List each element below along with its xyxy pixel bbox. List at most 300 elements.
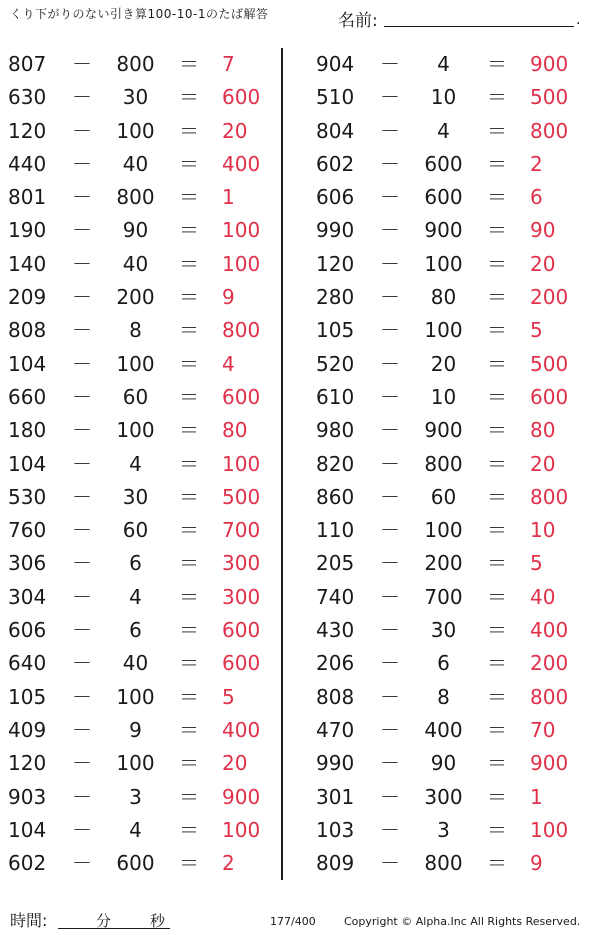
minuend: 180 [8, 418, 47, 443]
subtrahend: 40 [122, 151, 149, 176]
equals-sign: ＝ [179, 384, 199, 409]
minuend: 140 [8, 251, 47, 276]
page-number: 177/400 [270, 915, 316, 928]
minus-sign: － [380, 784, 400, 809]
minuend: 660 [8, 384, 47, 409]
subtrahend: 40 [122, 651, 149, 676]
equals-sign: ＝ [487, 784, 507, 809]
answer: 2 [222, 851, 235, 876]
minuend: 602 [8, 851, 47, 876]
subtrahend: 4 [129, 451, 142, 476]
equals-sign: ＝ [487, 251, 507, 276]
answer: 70 [530, 717, 556, 742]
problem-row [0, 814, 280, 847]
problem-row [308, 81, 588, 114]
equals-sign: ＝ [487, 817, 507, 842]
subtrahend: 800 [424, 851, 463, 876]
minus-sign: － [72, 618, 92, 643]
problem-row [0, 348, 280, 381]
equals-sign: ＝ [179, 218, 199, 243]
problem-row [308, 681, 588, 714]
answer: 100 [222, 218, 261, 243]
equals-sign: ＝ [487, 384, 507, 409]
equals-sign: ＝ [487, 85, 507, 110]
minuend: 510 [316, 85, 355, 110]
answer: 20 [222, 751, 248, 776]
answer: 900 [222, 784, 261, 809]
equals-sign: ＝ [487, 618, 507, 643]
subtrahend: 800 [116, 185, 155, 210]
answer: 400 [530, 618, 569, 643]
answer: 5 [222, 684, 235, 709]
minuend: 980 [316, 418, 355, 443]
problem-row [308, 148, 588, 181]
minuend: 104 [8, 451, 47, 476]
subtrahend: 3 [437, 817, 450, 842]
minuend: 904 [316, 52, 355, 76]
equals-sign: ＝ [487, 118, 507, 143]
equals-sign: ＝ [487, 717, 507, 742]
equals-sign: ＝ [487, 318, 507, 343]
name-field-line [384, 26, 574, 27]
minuend: 306 [8, 551, 47, 576]
equals-sign: ＝ [487, 52, 507, 76]
problem-row [0, 314, 280, 347]
answer: 9 [222, 285, 235, 310]
left-problem-column [0, 48, 280, 880]
subtrahend: 60 [122, 384, 149, 409]
answer: 900 [530, 52, 569, 76]
minuend: 801 [8, 185, 47, 210]
equals-sign: ＝ [179, 784, 199, 809]
problem-row [0, 714, 280, 747]
minus-sign: － [380, 384, 400, 409]
problem-row [308, 448, 588, 481]
minuend: 807 [8, 52, 47, 76]
answer: 40 [530, 584, 556, 609]
minutes-label: 分 [96, 912, 112, 930]
minus-sign: － [380, 451, 400, 476]
minus-sign: － [380, 684, 400, 709]
subtrahend: 100 [424, 518, 463, 543]
equals-sign: ＝ [487, 451, 507, 476]
minuend: 104 [8, 351, 47, 376]
minuend: 440 [8, 151, 47, 176]
equals-sign: ＝ [487, 218, 507, 243]
equals-sign: ＝ [487, 351, 507, 376]
minuend: 606 [8, 618, 47, 643]
minus-sign: － [380, 751, 400, 776]
answer: 400 [222, 151, 261, 176]
name-field-end: . [576, 12, 581, 28]
minuend: 206 [316, 651, 355, 676]
worksheet-title: くり下がりのない引き算100-10-1のたば解答 [10, 7, 269, 21]
answer: 1 [530, 784, 543, 809]
minus-sign: － [72, 151, 92, 176]
minuend: 409 [8, 717, 47, 742]
subtrahend: 8 [129, 318, 142, 343]
copyright-notice: Copyright © Alpha.Inc All Rights Reserved. [344, 915, 581, 928]
equals-sign: ＝ [179, 651, 199, 676]
minus-sign: － [72, 52, 92, 76]
minuend: 610 [316, 384, 355, 409]
minus-sign: － [72, 551, 92, 576]
answer: 7 [222, 52, 235, 76]
problem-row [0, 481, 280, 514]
answer: 100 [222, 451, 261, 476]
answer: 200 [530, 285, 569, 310]
minus-sign: － [72, 285, 92, 310]
subtrahend: 4 [437, 118, 450, 143]
minus-sign: － [72, 251, 92, 276]
minuend: 190 [8, 218, 47, 243]
minus-sign: － [380, 484, 400, 509]
minus-sign: － [380, 218, 400, 243]
minus-sign: － [72, 684, 92, 709]
minus-sign: － [380, 118, 400, 143]
right-problem-column [308, 48, 588, 880]
problem-row [0, 547, 280, 580]
answer: 5 [530, 551, 543, 576]
equals-sign: ＝ [179, 151, 199, 176]
minus-sign: － [380, 52, 400, 76]
equals-sign: ＝ [179, 185, 199, 210]
problem-row [308, 781, 588, 814]
problem-row [308, 414, 588, 447]
minus-sign: － [72, 384, 92, 409]
answer: 20 [222, 118, 248, 143]
equals-sign: ＝ [179, 351, 199, 376]
minuend: 760 [8, 518, 47, 543]
minus-sign: － [72, 851, 92, 876]
problem-row [0, 414, 280, 447]
minuend: 602 [316, 151, 355, 176]
minuend: 470 [316, 717, 355, 742]
minus-sign: － [380, 518, 400, 543]
subtrahend: 600 [116, 851, 155, 876]
minus-sign: － [380, 551, 400, 576]
minuend: 530 [8, 484, 47, 509]
problem-row [308, 547, 588, 580]
answer: 800 [530, 484, 569, 509]
equals-sign: ＝ [487, 584, 507, 609]
problem-row [308, 747, 588, 780]
subtrahend: 90 [122, 218, 149, 243]
minuend: 809 [316, 851, 355, 876]
problem-row [0, 847, 280, 880]
problem-row [308, 181, 588, 214]
problem-row [308, 48, 588, 81]
answer: 300 [222, 584, 261, 609]
answer: 100 [530, 817, 569, 842]
answer: 200 [530, 651, 569, 676]
subtrahend: 10 [430, 85, 457, 110]
answer: 700 [222, 518, 261, 543]
minus-sign: － [72, 185, 92, 210]
seconds-label: 秒 [150, 912, 166, 930]
minus-sign: － [72, 318, 92, 343]
problem-row [0, 681, 280, 714]
answer: 90 [530, 218, 556, 243]
minus-sign: － [380, 418, 400, 443]
subtrahend: 900 [424, 418, 463, 443]
minus-sign: － [380, 584, 400, 609]
subtrahend: 800 [116, 52, 155, 76]
problem-row [308, 481, 588, 514]
equals-sign: ＝ [487, 185, 507, 210]
minus-sign: － [380, 185, 400, 210]
equals-sign: ＝ [179, 251, 199, 276]
answer: 20 [530, 251, 556, 276]
subtrahend: 700 [424, 584, 463, 609]
equals-sign: ＝ [179, 551, 199, 576]
answer: 20 [530, 451, 556, 476]
subtrahend: 600 [424, 151, 463, 176]
subtrahend: 30 [430, 618, 457, 643]
problem-row [0, 81, 280, 114]
minuend: 990 [316, 751, 355, 776]
minus-sign: － [380, 85, 400, 110]
equals-sign: ＝ [487, 684, 507, 709]
minuend: 640 [8, 651, 47, 676]
minuend: 304 [8, 584, 47, 609]
answer: 6 [530, 185, 543, 210]
subtrahend: 100 [116, 418, 155, 443]
answer: 80 [530, 418, 556, 443]
equals-sign: ＝ [179, 584, 199, 609]
equals-sign: ＝ [179, 717, 199, 742]
problem-row [308, 847, 588, 880]
equals-sign: ＝ [487, 418, 507, 443]
minus-sign: － [72, 717, 92, 742]
answer: 800 [530, 118, 569, 143]
answer: 300 [222, 551, 261, 576]
problem-row [308, 581, 588, 614]
minuend: 209 [8, 285, 47, 310]
subtrahend: 6 [129, 618, 142, 643]
subtrahend: 100 [424, 251, 463, 276]
answer: 500 [530, 85, 569, 110]
problem-row [0, 248, 280, 281]
problem-row [308, 115, 588, 148]
answer: 500 [530, 351, 569, 376]
equals-sign: ＝ [179, 52, 199, 76]
answer: 9 [530, 851, 543, 876]
subtrahend: 60 [122, 518, 149, 543]
subtrahend: 80 [430, 285, 457, 310]
subtrahend: 800 [424, 451, 463, 476]
minuend: 120 [316, 251, 355, 276]
problem-row [0, 181, 280, 214]
subtrahend: 100 [116, 684, 155, 709]
problem-row [0, 747, 280, 780]
minus-sign: － [380, 285, 400, 310]
minus-sign: － [380, 717, 400, 742]
subtrahend: 10 [430, 384, 457, 409]
equals-sign: ＝ [487, 285, 507, 310]
answer: 600 [222, 85, 261, 110]
minuend: 104 [8, 817, 47, 842]
problem-row [0, 781, 280, 814]
problem-row [0, 581, 280, 614]
minuend: 120 [8, 751, 47, 776]
subtrahend: 4 [129, 584, 142, 609]
minus-sign: － [380, 318, 400, 343]
minus-sign: － [72, 484, 92, 509]
minuend: 280 [316, 285, 355, 310]
minus-sign: － [72, 751, 92, 776]
subtrahend: 100 [116, 351, 155, 376]
equals-sign: ＝ [179, 318, 199, 343]
equals-sign: ＝ [179, 285, 199, 310]
answer: 500 [222, 484, 261, 509]
answer: 100 [222, 817, 261, 842]
subtrahend: 600 [424, 185, 463, 210]
subtrahend: 30 [122, 484, 149, 509]
problem-row [0, 48, 280, 81]
time-label: 時間: [10, 911, 48, 930]
minuend: 430 [316, 618, 355, 643]
problem-row [308, 614, 588, 647]
answer: 600 [222, 618, 261, 643]
subtrahend: 4 [129, 817, 142, 842]
problem-row [0, 115, 280, 148]
subtrahend: 40 [122, 251, 149, 276]
minuend: 103 [316, 817, 355, 842]
minus-sign: － [380, 151, 400, 176]
minus-sign: － [72, 584, 92, 609]
minus-sign: － [380, 651, 400, 676]
problem-row [0, 148, 280, 181]
name-label: 名前: [338, 11, 378, 31]
subtrahend: 30 [122, 85, 149, 110]
subtrahend: 6 [437, 651, 450, 676]
minus-sign: － [72, 451, 92, 476]
subtrahend: 6 [129, 551, 142, 576]
answer: 5 [530, 318, 543, 343]
minuend: 808 [316, 684, 355, 709]
equals-sign: ＝ [487, 651, 507, 676]
minuend: 903 [8, 784, 47, 809]
minus-sign: － [380, 351, 400, 376]
answer: 100 [222, 251, 261, 276]
subtrahend: 3 [129, 784, 142, 809]
minuend: 606 [316, 185, 355, 210]
equals-sign: ＝ [179, 418, 199, 443]
minuend: 110 [316, 518, 355, 543]
minus-sign: － [72, 351, 92, 376]
minus-sign: － [72, 418, 92, 443]
equals-sign: ＝ [179, 85, 199, 110]
column-divider [281, 48, 283, 880]
answer: 2 [530, 151, 543, 176]
problem-row [308, 381, 588, 414]
answer: 600 [222, 651, 261, 676]
problem-row [308, 514, 588, 547]
equals-sign: ＝ [487, 751, 507, 776]
answer: 1 [222, 185, 235, 210]
problem-row [0, 614, 280, 647]
problem-row [0, 281, 280, 314]
subtrahend: 900 [424, 218, 463, 243]
minuend: 804 [316, 118, 355, 143]
minuend: 860 [316, 484, 355, 509]
answer: 900 [530, 751, 569, 776]
subtrahend: 200 [424, 551, 463, 576]
answer: 800 [222, 318, 261, 343]
minuend: 808 [8, 318, 47, 343]
equals-sign: ＝ [179, 518, 199, 543]
subtrahend: 60 [430, 484, 457, 509]
problem-row [308, 214, 588, 247]
minuend: 105 [316, 318, 355, 343]
answer: 80 [222, 418, 248, 443]
problem-row [308, 647, 588, 680]
equals-sign: ＝ [179, 451, 199, 476]
answer: 4 [222, 351, 235, 376]
problem-row [308, 281, 588, 314]
problem-row [308, 248, 588, 281]
minuend: 120 [8, 118, 47, 143]
answer: 400 [222, 717, 261, 742]
answer: 600 [530, 384, 569, 409]
minuend: 820 [316, 451, 355, 476]
problem-row [0, 647, 280, 680]
problem-row [308, 814, 588, 847]
minus-sign: － [380, 251, 400, 276]
minuend: 205 [316, 551, 355, 576]
subtrahend: 400 [424, 717, 463, 742]
minus-sign: － [380, 851, 400, 876]
equals-sign: ＝ [179, 118, 199, 143]
minuend: 105 [8, 684, 47, 709]
subtrahend: 200 [116, 285, 155, 310]
subtrahend: 9 [129, 717, 142, 742]
subtrahend: 100 [116, 118, 155, 143]
problem-row [0, 448, 280, 481]
subtrahend: 20 [430, 351, 457, 376]
minuend: 301 [316, 784, 355, 809]
minuend: 520 [316, 351, 355, 376]
minus-sign: － [380, 618, 400, 643]
minus-sign: － [72, 518, 92, 543]
minuend: 740 [316, 584, 355, 609]
minus-sign: － [380, 817, 400, 842]
minus-sign: － [72, 118, 92, 143]
equals-sign: ＝ [487, 851, 507, 876]
subtrahend: 4 [437, 52, 450, 76]
equals-sign: ＝ [487, 151, 507, 176]
minuend: 630 [8, 85, 47, 110]
minus-sign: － [72, 817, 92, 842]
answer: 10 [530, 518, 556, 543]
equals-sign: ＝ [179, 684, 199, 709]
subtrahend: 100 [424, 318, 463, 343]
minus-sign: － [72, 651, 92, 676]
equals-sign: ＝ [487, 518, 507, 543]
problem-row [0, 514, 280, 547]
problem-row [0, 214, 280, 247]
problem-row [308, 714, 588, 747]
subtrahend: 300 [424, 784, 463, 809]
subtrahend: 8 [437, 684, 450, 709]
problem-row [308, 348, 588, 381]
equals-sign: ＝ [179, 484, 199, 509]
subtrahend: 90 [430, 751, 457, 776]
minus-sign: － [72, 784, 92, 809]
minus-sign: － [72, 85, 92, 110]
equals-sign: ＝ [179, 618, 199, 643]
